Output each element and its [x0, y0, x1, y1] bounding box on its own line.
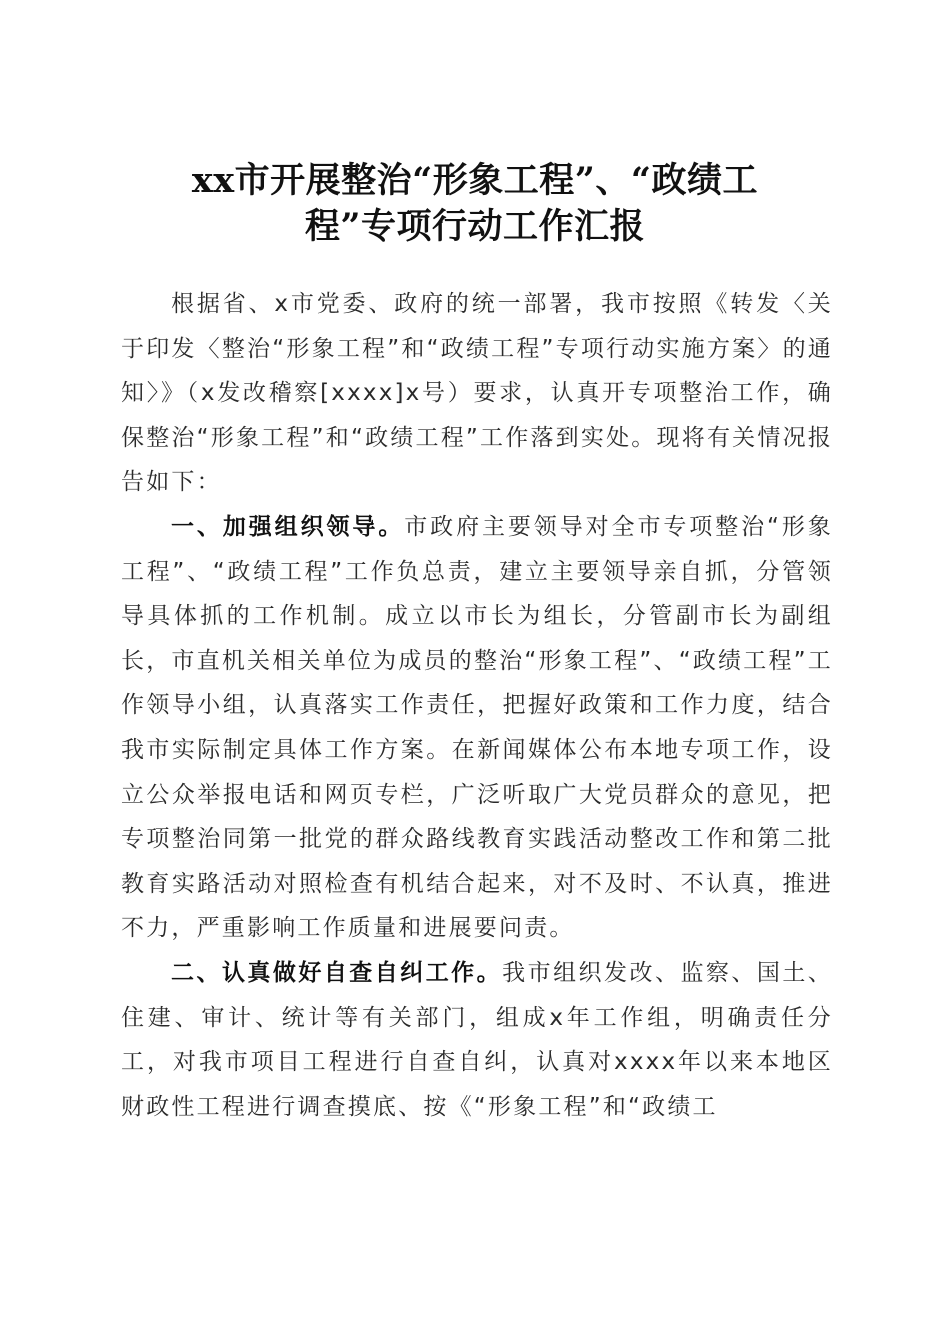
section-heading-2: 二、认真做好自查自纠工作。	[171, 959, 503, 986]
section-paragraph-2	[121, 951, 833, 1129]
document-title	[120, 158, 830, 250]
title-line-1: xx市开展整治“形象工程”、“政绩工	[191, 160, 759, 202]
intro-paragraph: 根据省、x市党委、政府的统一部署，我市按照《转发〈关于印发〈整治“形象工程”和“政绩工程”专项行动实施方案〉的通知〉》（x发改稽察[xxxx]x号）要求，认真开专项整治工作，确保整治“形象工程”和“政绩工程”工作落到实处。现将有关情况报告如下：	[121, 291, 833, 496]
section-paragraph-1	[121, 505, 833, 951]
document-body	[121, 282, 833, 1129]
section-text-1: 市政府主要领导对全市专项整治“形象工程”、“政绩工程”工作负总责，建立主要领导亲自抓，分管领导具体抓的工作机制。成立以市长为组长，分管副市长为副组长，市直机关相关单位为成员的整治“形象工程”、“政绩工程”工作领导小组，认真落实工作责任，把握好政策和工作力度，结合我市实际制定具体工作方案。在新闻媒体公布本地专项工作，设立公众举报电话和网页专栏，广泛听取广大党员群众的意见，把专项整治同第一批党的群众路线教育实践活动整改工作和第二批教育实路活动对照检查有机结合起来，对不及时、不认真，推进不力，严重影响工作质量和进展要问责。	[121, 513, 833, 942]
section-heading-1: 一、加强组织领导。	[171, 513, 405, 540]
section-text-2: 我市组织发改、监察、国土、住建、审计、统计等有关部门，组成x年工作组，明确责任分工，对我市项目工程进行自查自纠，认真对xxxx年以来本地区财政性工程进行调查摸底、按《“形象工程”和“政绩工	[121, 959, 833, 1120]
title-line-2: 程”专项行动工作汇报	[304, 206, 646, 248]
